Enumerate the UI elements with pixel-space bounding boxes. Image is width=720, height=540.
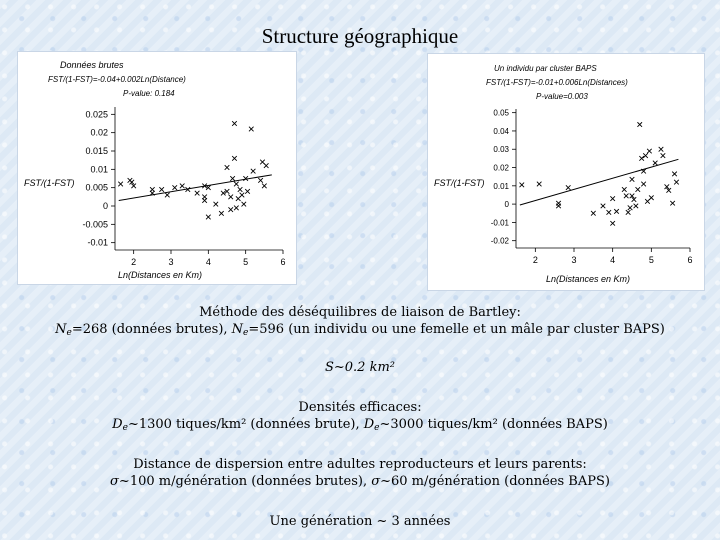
de-symbol: D [363, 417, 375, 432]
data-point [647, 149, 652, 154]
sigma-symbol: σ [110, 474, 119, 489]
y-tick-label: 0.05 [493, 108, 509, 118]
ne-symbol: N [55, 322, 67, 337]
trend-line [520, 159, 679, 205]
legend-equation: FST/(1-FST)=-0.01+0.006Ln(Distances) [486, 78, 628, 87]
data-point [636, 187, 641, 192]
data-point [180, 184, 185, 189]
x-tick-label: 6 [280, 257, 286, 267]
de-subscript: e [374, 423, 380, 433]
data-point [249, 127, 254, 132]
data-point [610, 196, 615, 201]
y-tick-label: -0.01 [490, 218, 509, 228]
chart-baps [428, 54, 704, 290]
data-point [159, 187, 164, 192]
data-point [118, 182, 123, 187]
data-point [245, 189, 250, 194]
de-symbol: D [112, 417, 123, 432]
sigma-symbol: σ [371, 474, 381, 489]
ne-raw-value: =268 (données brutes), [71, 322, 232, 337]
data-point [556, 204, 561, 209]
density-title: Densités efficaces: [298, 400, 422, 415]
trend-line [119, 175, 272, 201]
x-tick-label: 3 [168, 257, 174, 267]
dispersion-title: Distance de dispersion entre adultes reproducteurs et leurs parents: [133, 457, 587, 472]
data-point [641, 182, 646, 187]
data-point [653, 161, 658, 166]
x-tick-label: 5 [648, 255, 654, 265]
data-point [228, 207, 233, 212]
y-axis-label: FST/(1-FST) [434, 178, 485, 188]
legend-title: Données brutes [60, 60, 124, 70]
ne-subscript: e [243, 328, 249, 338]
chart-raw-data [18, 52, 296, 284]
data-point [643, 153, 648, 158]
data-point [670, 201, 675, 206]
data-point [639, 156, 644, 161]
data-point [228, 195, 233, 200]
data-point [202, 198, 207, 203]
data-point [240, 193, 245, 198]
legend-pvalue: P-value: 0.184 [123, 89, 175, 98]
data-point [232, 121, 237, 126]
data-point [537, 182, 542, 187]
data-point [628, 205, 633, 210]
data-point [520, 183, 525, 188]
y-tick-label: -0.01 [87, 237, 108, 248]
data-point [225, 165, 230, 170]
y-tick-label: 0.03 [493, 145, 509, 155]
y-tick-label: 0.04 [493, 126, 509, 136]
data-point [195, 191, 200, 196]
y-tick-label: 0 [102, 201, 108, 211]
sigma-baps-value: ~60 m/génération (données BAPS) [380, 474, 610, 489]
data-point [607, 210, 612, 215]
data-point [630, 177, 635, 182]
sigma-line [0, 473, 720, 490]
y-tick-label: -0.005 [82, 219, 108, 230]
x-tick-label: 2 [131, 257, 137, 267]
data-point [626, 210, 631, 215]
y-tick-label: 0 [504, 200, 509, 210]
data-point [634, 204, 639, 209]
slide-title: Structure géographique [261, 24, 459, 48]
data-point [637, 122, 642, 127]
data-point [234, 206, 239, 211]
data-point [251, 169, 256, 174]
ne-symbol: N [231, 322, 244, 337]
ne-subscript: e [66, 328, 72, 338]
data-point [649, 195, 654, 200]
legend-equation: FST/(1-FST)=-0.04+0.002Ln(Distance) [48, 75, 186, 84]
y-tick-label: 0.02 [90, 127, 108, 138]
x-tick-label: 6 [687, 255, 693, 265]
data-point [624, 194, 629, 199]
data-point [659, 147, 664, 152]
y-tick-label: -0.02 [490, 236, 509, 246]
x-tick-label: 4 [610, 255, 616, 265]
ne-line [0, 321, 720, 342]
method-line: Méthode des déséquilibres de liaison de Bartley: [199, 305, 521, 320]
y-axis-label: FST/(1-FST) [24, 178, 75, 188]
data-point [661, 153, 666, 158]
chart-baps-svg [428, 54, 704, 290]
data-point [232, 156, 237, 161]
data-point [242, 202, 247, 207]
legend-title: Un individu par cluster BAPS [494, 64, 597, 73]
data-point [165, 193, 170, 198]
data-point [674, 180, 679, 185]
y-tick-label: 0.025 [85, 109, 108, 120]
de-raw-value: ~1300 tiques/km² (données brute), [127, 417, 364, 432]
ne-baps-value: =596 (un individu ou une femelle et un mâle par cluster BAPS) [248, 322, 665, 337]
data-point [262, 184, 267, 189]
y-tick-label: 0.01 [493, 181, 509, 191]
y-tick-label: 0.005 [85, 182, 108, 193]
x-axis-label: Ln(Distances en Km) [545, 274, 631, 284]
data-point [591, 211, 596, 216]
x-tick-label: 4 [205, 257, 211, 267]
y-tick-label: 0.015 [85, 146, 108, 156]
data-point [264, 163, 269, 168]
data-point [622, 187, 627, 192]
data-point [234, 182, 239, 187]
x-axis-label: Ln(Distances en Km) [117, 270, 203, 280]
y-tick-label: 0.02 [493, 163, 509, 173]
generation-line: Une génération ~ 3 années [269, 514, 451, 529]
sigma-raw-value: ~100 m/génération (données brutes), [118, 474, 372, 489]
data-point [230, 176, 235, 181]
density-line [0, 416, 720, 437]
data-point [206, 215, 211, 220]
data-point [672, 172, 677, 177]
data-point [566, 185, 571, 190]
data-point [614, 209, 619, 214]
data-point [219, 211, 224, 216]
data-point [601, 204, 606, 209]
de-baps-value: ~3000 tiques/km² (données BAPS) [379, 417, 608, 432]
x-tick-label: 5 [243, 257, 249, 267]
data-point [172, 185, 177, 190]
legend-pvalue: P-value=0.003 [536, 92, 588, 101]
x-tick-label: 2 [532, 255, 538, 265]
y-tick-label: 0.01 [90, 164, 108, 175]
de-subscript: e [122, 423, 128, 433]
data-point [214, 202, 219, 207]
data-point [238, 187, 243, 192]
surface-line: S~0.2 km² [324, 360, 396, 375]
data-point [610, 221, 615, 226]
data-point [258, 178, 263, 183]
x-tick-label: 3 [571, 255, 577, 265]
chart-raw-svg [18, 52, 296, 284]
